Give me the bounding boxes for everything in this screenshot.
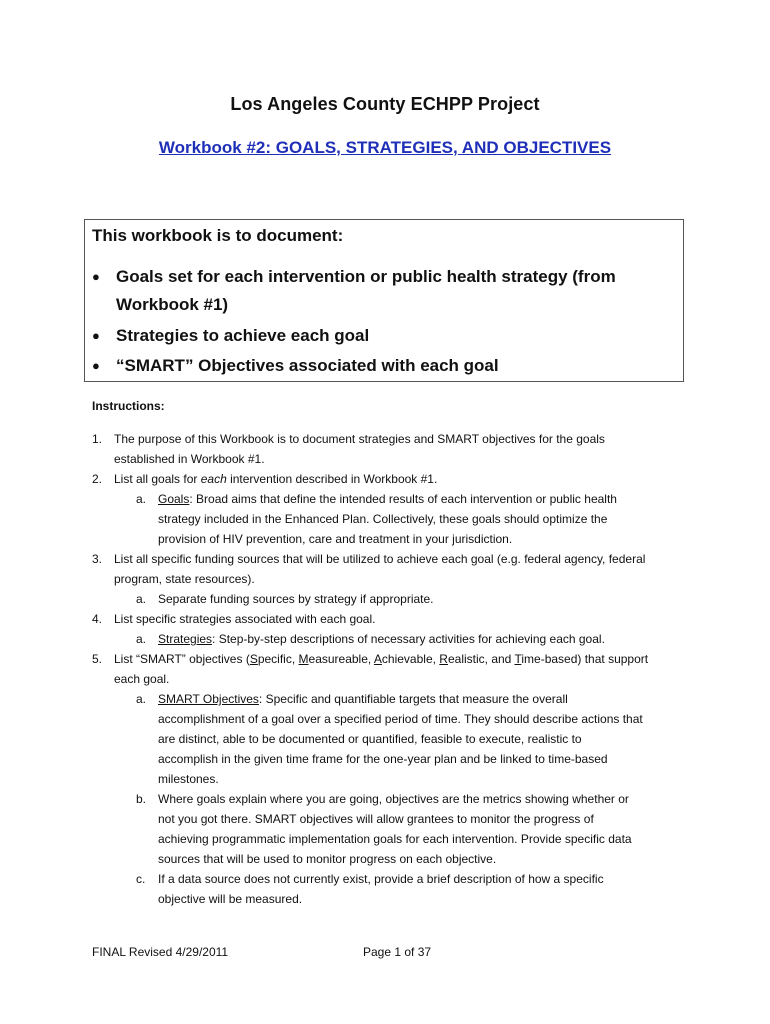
sub-item-text: sources that will be used to monitor progress on each objective. — [158, 852, 497, 866]
instruction-item — [92, 469, 437, 489]
item-emphasis: each — [200, 472, 227, 486]
item-text: List all specific funding sources that will be utilized to achieve each goal (e.g. federal agency, federal — [114, 552, 646, 566]
instructions-heading: Instructions: — [92, 399, 165, 413]
sub-item — [136, 789, 629, 809]
term-strategies: Strategies — [158, 632, 213, 646]
sub-item-text: achieving programmatic implementation goals for each intervention. Provide specific data — [158, 832, 632, 846]
sub-item-text: : Step-by-step descriptions of necessary activities for achieving each goal. — [212, 632, 605, 646]
smart-letter: S — [249, 652, 258, 666]
document-title: Los Angeles County ECHPP Project — [230, 94, 540, 114]
sub-item-text: : Broad aims that define the intended results of each intervention or public health — [189, 492, 617, 506]
sub-item — [136, 589, 434, 609]
sub-item-text: provision of HIV prevention, care and treatment in your jurisdiction. — [158, 532, 513, 546]
item-text: easureable, — [308, 652, 374, 666]
sub-item-text: milestones. — [158, 772, 219, 786]
sub-item-marker: a. — [136, 692, 147, 706]
sub-item — [136, 489, 617, 509]
bullet-icon: ● — [92, 328, 100, 343]
item-text: The purpose of this Workbook is to document strategies and SMART objectives for the goals — [114, 432, 605, 446]
sub-item-text: strategy included in the Enhanced Plan. Collectively, these goals should optimize the — [158, 512, 608, 526]
item-text: established in Workbook #1. — [114, 452, 265, 466]
item-text: List “SMART” objectives ( — [114, 652, 250, 666]
summary-bullet — [92, 263, 656, 319]
summary-box-heading: This workbook is to document: — [92, 226, 344, 245]
sub-item-text: accomplish in the given time frame for the one-year plan and be linked to time-based — [158, 752, 608, 766]
footer-page-number: Page 1 of 37 — [363, 945, 432, 959]
instruction-item — [92, 549, 645, 569]
summary-bullet-text: Goals set for each intervention or public health strategy (from Workbook #1) — [116, 267, 616, 314]
item-number: 5. — [92, 652, 103, 666]
sub-item-text: not you got there. SMART objectives will allow grantees to monitor the progress of — [158, 812, 594, 826]
item-text: each goal. — [114, 672, 170, 686]
item-text: intervention described in Workbook #1. — [226, 472, 438, 486]
smart-letter: R — [439, 652, 448, 666]
item-text: chievable, — [381, 652, 440, 666]
sub-item-marker: a. — [136, 492, 147, 506]
item-text: ime-based) that support — [521, 652, 649, 666]
bullet-icon: ● — [92, 269, 100, 284]
item-text: ealistic, and — [447, 652, 515, 666]
instruction-item — [92, 429, 605, 449]
item-number: 4. — [92, 612, 103, 626]
footer-revision: FINAL Revised 4/29/2011 — [92, 945, 229, 959]
sub-item — [136, 629, 605, 649]
item-number: 2. — [92, 472, 103, 486]
smart-letter: M — [298, 652, 309, 666]
sub-item-text: If a data source does not currently exist, provide a brief description of how a specific — [158, 872, 604, 886]
smart-letter: T — [514, 652, 522, 666]
item-text: List all goals for — [114, 472, 201, 486]
bullet-icon: ● — [92, 358, 100, 373]
document-subtitle: Workbook #2: GOALS, STRATEGIES, AND OBJECTIVES — [158, 138, 612, 157]
sub-item — [136, 689, 568, 709]
instruction-item — [92, 609, 375, 629]
summary-bullet-text: “SMART” Objectives associated with each goal — [116, 356, 499, 375]
term-smart-objectives: SMART Objectives — [158, 692, 259, 706]
sub-item-text: : Specific and quantifiable targets that measure the overall — [258, 692, 568, 706]
item-text: List specific strategies associated with each goal. — [114, 612, 376, 626]
summary-bullet-text: Strategies to achieve each goal — [116, 326, 370, 345]
item-text: pecific, — [257, 652, 299, 666]
sub-item-marker: b. — [136, 792, 147, 806]
summary-bullet — [92, 352, 656, 381]
smart-letter: A — [373, 652, 382, 666]
summary-bullet — [92, 322, 656, 351]
sub-item-text: accomplishment of a goal over a specified period of time. They should describe actions that — [158, 712, 643, 726]
sub-item-text: Separate funding sources by strategy if appropriate. — [158, 592, 434, 606]
item-number: 1. — [92, 432, 103, 446]
item-text: program, state resources). — [114, 572, 255, 586]
sub-item-marker: a. — [136, 632, 147, 646]
sub-item-marker: a. — [136, 592, 147, 606]
sub-item — [136, 869, 604, 889]
sub-item-text: objective will be measured. — [158, 892, 303, 906]
sub-item-marker: c. — [136, 872, 146, 886]
item-number: 3. — [92, 552, 103, 566]
sub-item-text: are distinct, able to be documented or quantified, feasible to execute, realistic to — [158, 732, 582, 746]
sub-item-text: Where goals explain where you are going, objectives are the metrics showing whether or — [158, 792, 629, 806]
term-goals: Goals — [158, 492, 190, 506]
instruction-item — [92, 649, 648, 669]
